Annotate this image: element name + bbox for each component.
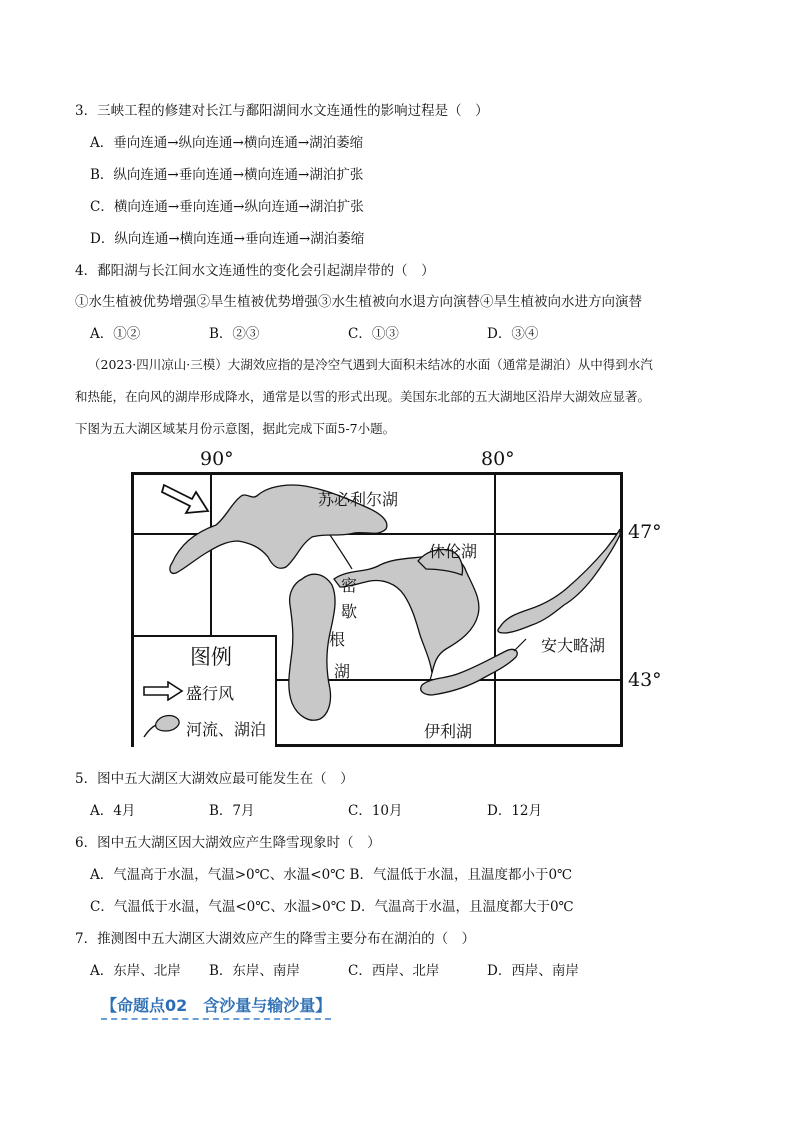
- lat-43-label: 43°: [628, 669, 662, 691]
- intro-line-3: 下图为五大湖区域某月份示意图，据此完成下面5-7小题。: [75, 421, 396, 436]
- q3-option-a[interactable]: A．垂向连通→纵向连通→横向连通→湖泊萎缩: [90, 135, 364, 151]
- label-michigan-char-2: 歇: [341, 602, 358, 621]
- intro-line-2: 和热能，在向风的湖岸形成降水，通常是以雪的形式出现。美国东北部的五大湖地区沿岸大湖效应显著。: [75, 389, 651, 404]
- q6-stem: 6．图中五大湖区因大湖效应产生降雪现象时（ ）: [75, 835, 381, 851]
- q7-option-a[interactable]: A．东岸、北岸: [90, 963, 181, 979]
- map-legend: [134, 635, 277, 747]
- prevailing-wind-arrow: [162, 485, 208, 513]
- label-lake-erie: 伊利湖: [424, 722, 473, 741]
- q4-option-d[interactable]: D．③④: [487, 326, 539, 342]
- q3-option-b[interactable]: B．纵向连通→垂向连通→横向连通→湖泊扩张: [90, 167, 364, 183]
- q6-options-row-2[interactable]: C．气温低于水温，气温<0℃、水温>0℃ D．气温高于水温，且温度都大于0℃: [90, 899, 574, 915]
- label-michigan-char-3: 根: [329, 630, 346, 649]
- lake-ontario-shape: [498, 529, 620, 633]
- legend-arrow-icon: [142, 681, 186, 701]
- label-michigan-char-4: 湖: [334, 662, 351, 681]
- q5-option-a[interactable]: A．4月: [90, 803, 136, 819]
- q3-option-d[interactable]: D．纵向连通→横向连通→垂向连通→湖泊萎缩: [90, 231, 365, 247]
- q5-option-d[interactable]: D．12月: [487, 803, 543, 819]
- q4-stem: 4．鄱阳湖与长江间水文连通性的变化会引起湖岸带的（ ）: [75, 263, 435, 279]
- river-st-marys: [330, 535, 352, 569]
- legend-water-label: 河流、湖泊: [186, 720, 267, 739]
- label-lake-ontario: 安大略湖: [541, 636, 606, 655]
- q5-option-c[interactable]: C．10月: [348, 803, 403, 819]
- q3-stem: 3．三峡工程的修建对长江与鄱阳湖间水文连通性的影响过程是（ ）: [75, 103, 489, 119]
- legend-title: 图例: [190, 645, 232, 669]
- lon-90-label: 90°: [200, 448, 234, 470]
- legend-wind-label: 盛行风: [186, 684, 235, 703]
- intro-line-1: （2023·四川凉山·三模）大湖效应指的是冷空气遇到大面积未结冰的水面（通常是湖泊）从中得到水汽: [88, 357, 653, 372]
- q5-option-b[interactable]: B．7月: [209, 803, 255, 819]
- legend-water-icon: [142, 713, 182, 739]
- section-heading: 【命题点02 含沙量与输沙量】: [101, 993, 331, 1020]
- q4-option-b[interactable]: B．②③: [209, 326, 260, 342]
- label-lake-huron: 休伦湖: [429, 542, 478, 561]
- label-lake-superior: 苏必利尔湖: [318, 490, 399, 509]
- lat-47-label: 47°: [628, 521, 662, 543]
- q4-items: ①水生植被优势增强②旱生植被优势增强③水生植被向水退方向演替④旱生植被向水进方向演替: [75, 294, 642, 310]
- q7-stem: 7．推测图中五大湖区大湖效应产生的降雪主要分布在湖泊的（ ）: [75, 931, 476, 947]
- q6-options-row-1[interactable]: A．气温高于水温，气温>0℃、水温<0℃ B．气温低于水温，且温度都小于0℃: [90, 867, 573, 883]
- q4-option-a[interactable]: A．①②: [90, 326, 141, 342]
- q3-option-c[interactable]: C．横向连通→垂向连通→纵向连通→湖泊扩张: [90, 199, 364, 215]
- q7-option-d[interactable]: D．西岸、南岸: [487, 963, 579, 979]
- lon-80-label: 80°: [481, 448, 515, 470]
- label-michigan-char-1: 密: [341, 576, 358, 595]
- q7-option-b[interactable]: B．东岸、南岸: [209, 963, 300, 979]
- great-lakes-map: [131, 472, 623, 747]
- river-niagara: [514, 639, 526, 651]
- q5-stem: 5．图中五大湖区大湖效应最可能发生在（ ）: [75, 771, 354, 787]
- q4-option-c[interactable]: C．①③: [348, 326, 399, 342]
- q7-option-c[interactable]: C．西岸、北岸: [348, 963, 440, 979]
